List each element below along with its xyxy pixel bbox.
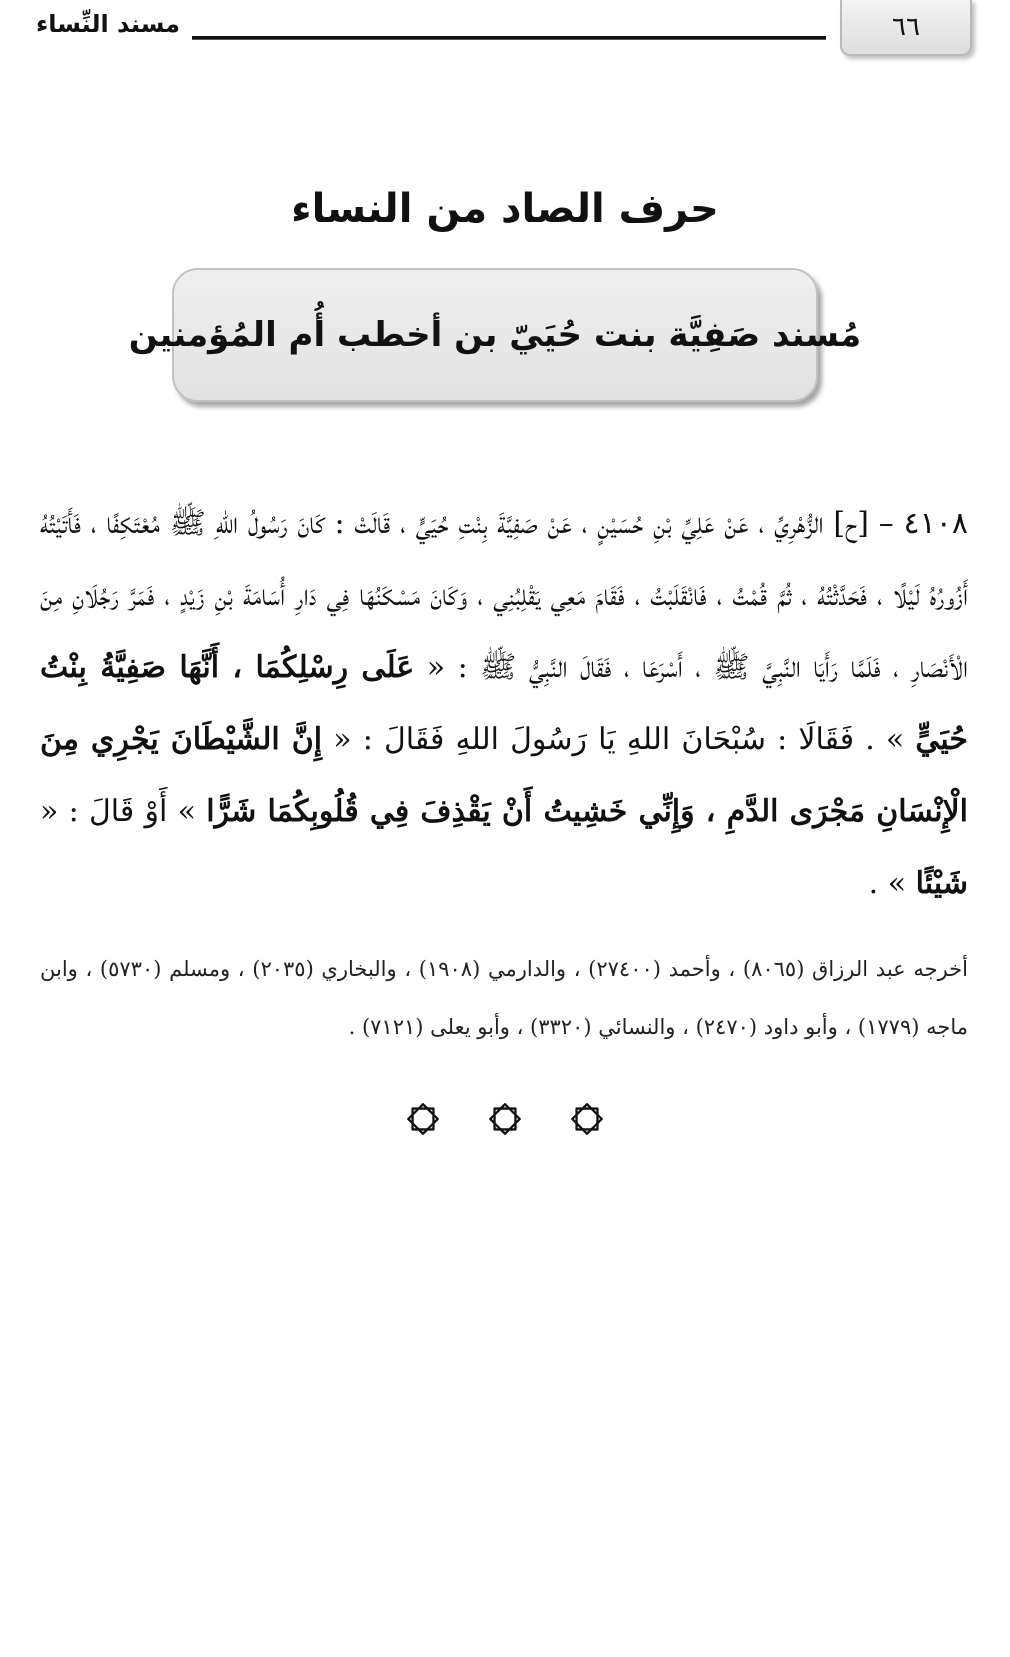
hadith-part-4: » . [868,866,907,901]
chapter-heading: حرف الصاد من النساء [291,186,719,232]
hadith-part-3: » أَوْ قَالَ : « [40,794,196,829]
page-number-tab [840,0,972,56]
musnad-title: مُسند صَفِيَّة بنت حُيَيّ بن أخطب أُم المُؤمنين [128,315,862,355]
page-number: ٦٦ [892,12,920,42]
eight-point-star-icon [404,1100,442,1138]
running-title: مسند النِّساء [35,10,180,38]
header-rule [192,36,826,40]
hadith-part-2: » . فَقَالَا : سُبْحَانَ اللهِ يَا رَسُولَ اللهِ فَقَالَ : « [333,722,905,757]
ornament-row [0,1100,1010,1138]
prophetic-quote-3: شَيْئًا [915,866,968,901]
eight-point-star-icon [486,1100,524,1138]
prophetic-quote-2: إِنَّ الشَّيْطَانَ يَجْرِي مِنَ الْإِنْسَانِ مَجْرَى الدَّمِ ، وَإِنِّي خَشِيتُ أَنْ يَقْذِفَ فِي قُلُوبِكُمَا شَرًّا [40,722,968,829]
musnad-title-box [128,268,862,402]
hadith-part-1: ٤١٠٨ – [ح] الزُّهْرِيِّ ، عَنْ عَلِيِّ بْنِ حُسَيْنٍ ، عَنْ صَفِيَّةَ بِنْتِ حُيَيٍّ ، قَالَتْ : كَانَ رَسُولُ اللهِ ﷺ مُعْتَكِفًا ، فَأَتَيْتُهُ أَزُورُهُ لَيْلًا ، فَحَدَّثْتُهُ ، ثُمَّ قُمْتُ ، فَانْقَلَبْتُ ، فَقَامَ مَعِي يَقْلِبُنِي ، وَكَانَ مَسْكَنُهَا فِي دَارِ أُسَامَةَ بْنِ زَيْدٍ ، فَمَرَّ رَجُلَانِ مِنَ الْأَنْصَارِ ، فَلَمَّا رَأَيَا النَّبِيَّ ﷺ ، أَسْرَعَا ، فَقَالَ النَّبِيُّ ﷺ : « [40,506,968,685]
hadith-text [40,488,968,920]
eight-point-star-icon [568,1100,606,1138]
takhrij-footnote: أخرجه عبد الرزاق (٨٠٦٥) ، وأحمد (٢٧٤٠٠) ، والدارمي (١٩٠٨) ، والبخاري (٢٠٣٥) ، ومسلم (٥٧٣٠) ، وابن ماجه (١٧٧٩) ، وأبو داود (٢٤٧٠) ، والنسائي (٣٣٢٠) ، وأبو يعلى (٧١٢١) . [40,957,968,1039]
prophetic-quote-1: عَلَى رِسْلِكُمَا ، أَنَّهَا صَفِيَّةُ بِنْتُ حُيَيٍّ [40,650,968,757]
